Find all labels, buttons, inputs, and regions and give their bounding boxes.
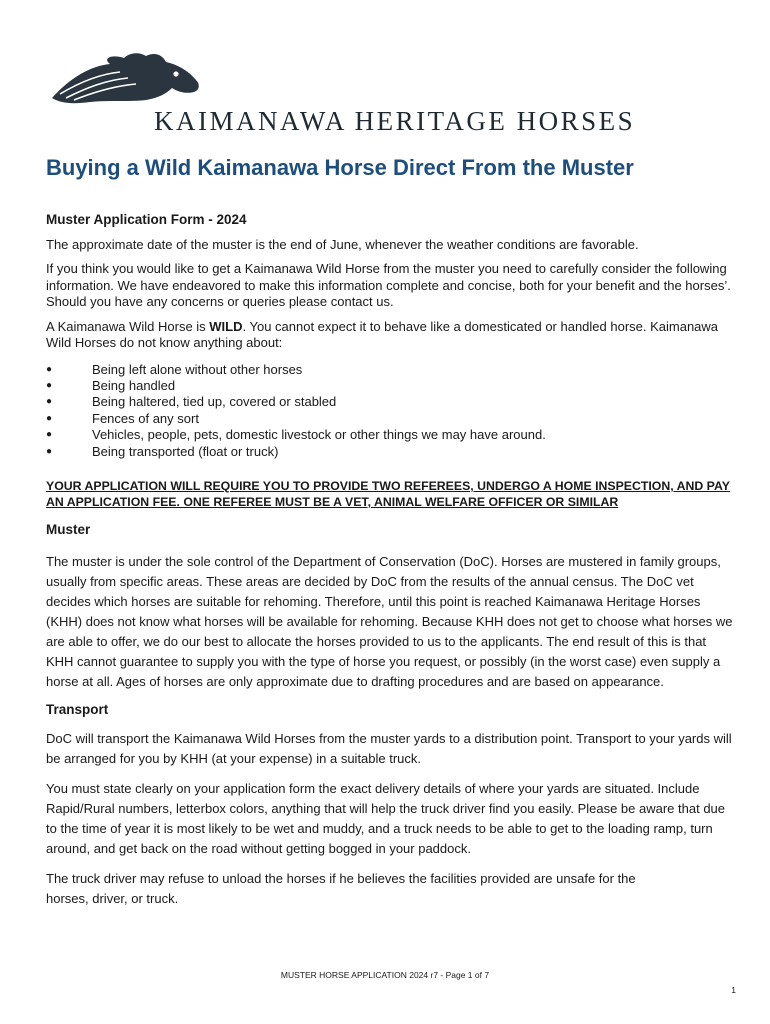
- transport-heading: Transport: [46, 702, 109, 718]
- bullet-icon: ●: [46, 396, 53, 408]
- muster-paragraph: The muster is under the sole control of the Department of Conservation (DoC). Horses are mustered in family groups, usually from specific areas. These areas are decided by DoC from the results of the annual census. The DoC vet decides which horses are suitable for rehoming. Therefore, until this point is reached Kaimanawa Heritage Horses (KHH) does not know what horses will be available for rehoming. Because KHH does not get to choose what horses we are able to offer, we do our best to allocate the horses provided to us to the applicants. The end result of this is that KHH cannot guarantee to supply you with the type of horse you request, or possibly (in the worst case) even supply a horse at all. Ages of horses are only approximate due to drafting procedures and are based on appearance.: [46, 554, 733, 690]
- brand-name-rest: HERITAGE HORSES: [354, 106, 636, 136]
- transport-paragraph-2: You must state clearly on your application form the exact delivery details of where your yards are situated. Include Rapid/Rural numbers, letterbox colors, anything that will help the truck driver find you easily. Please be aware that due to the time of year it is most likely to be wet and muddy, and a truck needs to be able to get to the loading ramp, turn around, and get back on the road without getting bogged in your paddock.: [46, 780, 726, 856]
- brand-name: [154, 106, 635, 137]
- muster-date-paragraph: The approximate date of the muster is the end of June, whenever the weather conditions are favorable.: [46, 236, 639, 252]
- list-item: [46, 444, 734, 460]
- form-heading: Muster Application Form - 2024: [46, 212, 247, 227]
- list-item-text: Being transported (float or truck): [92, 443, 279, 459]
- wild-text-a: A Kaimanawa Wild Horse is: [46, 318, 210, 334]
- unknown-things-list: [46, 362, 734, 460]
- list-item-text: Being left alone without other horses: [92, 361, 303, 377]
- bullet-icon: ●: [46, 412, 53, 424]
- bullet-icon: ●: [46, 429, 53, 441]
- list-item-text: Fences of any sort: [92, 410, 199, 426]
- wild-emphasis: WILD: [209, 318, 243, 334]
- requirements-warning: YOUR APPLICATION WILL REQUIRE YOU TO PROVIDE TWO REFEREES, UNDERGO A HOME INSPECTION, AND PAY AN APPLICATION FEE. ONE REFEREE MUST BE A VET, ANIMAL WELFARE OFFICER OR SIMILAR: [46, 478, 730, 509]
- list-item-text: Being haltered, tied up, covered or stabled: [92, 394, 337, 410]
- horse-head-logo-icon: [50, 48, 210, 108]
- page-footer: MUSTER HORSE APPLICATION 2024 r7 - Page 1 of 7: [280, 970, 490, 980]
- page-title: Buying a Wild Kaimanawa Horse Direct From the Muster: [46, 155, 634, 180]
- muster-heading: Muster: [46, 521, 91, 537]
- consider-paragraph: If you think you would like to get a Kaimanawa Wild Horse from the muster you need to carefully consider the following information. We have endeavored to make this information complete and concise, both for your benefit and the horses’. Should you have any concerns or queries please contact us.: [46, 261, 731, 309]
- transport-paragraph-3: The truck driver may refuse to unload the horses if he believes the facilities provided are unsafe for the horses, driver, or truck.: [46, 870, 636, 906]
- document-body: [46, 212, 734, 919]
- wild-horse-paragraph: [46, 319, 734, 352]
- list-item: [46, 411, 734, 427]
- wild-text-b: . You cannot expect it to behave like a domesticated or handled horse. Kaimanawa Wild Horses do not know anything about:: [46, 318, 719, 350]
- logo: [50, 48, 650, 144]
- bullet-icon: ●: [46, 363, 53, 375]
- page-number: 1: [731, 985, 736, 995]
- list-item: [46, 362, 734, 378]
- bullet-icon: ●: [46, 379, 53, 391]
- transport-paragraph-1: DoC will transport the Kaimanawa Wild Horses from the muster yards to a distribution point. Transport to your yards will be arranged for you by KHH (at your expense) in a suitable truck.: [46, 730, 732, 766]
- list-item: [46, 394, 734, 410]
- list-item: [46, 427, 734, 443]
- list-item: [46, 378, 734, 394]
- list-item-text: Being handled: [92, 377, 176, 393]
- bullet-icon: ●: [46, 445, 53, 457]
- list-item-text: Vehicles, people, pets, domestic livestock or other things we may have around.: [92, 427, 546, 443]
- brand-name-bold: KAIMANAWA: [154, 106, 346, 136]
